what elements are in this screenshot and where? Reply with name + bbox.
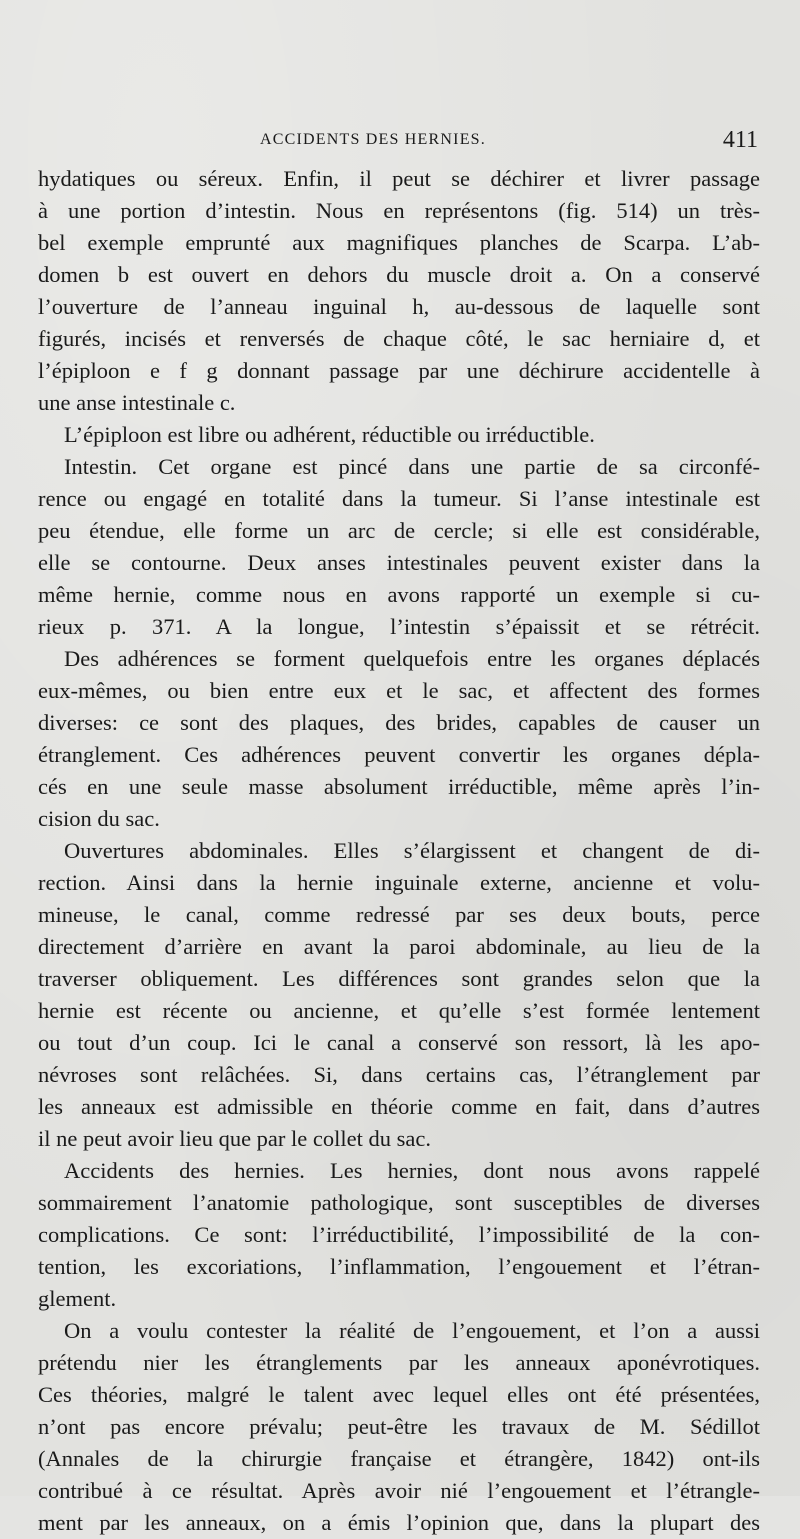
running-title: ACCIDENTS DES HERNIES.	[260, 131, 486, 148]
text-line: Ouvertures abdominales. Elles s’élargissent et changent de di-	[64, 838, 760, 863]
page-number: 411	[722, 127, 758, 153]
text-line: diverses: ce sont des plaques, des brides, capables de causer un	[38, 710, 760, 735]
text-line: peu étendue, elle forme un arc de cercle; si elle est considérable,	[38, 518, 760, 543]
text-line: hydatiques ou séreux. Enfin, il peut se déchirer et livrer passage	[38, 166, 760, 191]
text-line: Accidents des hernies. Les hernies, dont nous avons rappelé	[64, 1158, 760, 1183]
text-line: hernie est récente ou ancienne, et qu’elle s’est formée lentement	[38, 998, 760, 1023]
text-line: eux-mêmes, ou bien entre eux et le sac, et affectent des formes	[38, 678, 760, 703]
text-line: ou tout d’un coup. Ici le canal a conservé son ressort, là les apo-	[38, 1030, 760, 1055]
text-line: rection. Ainsi dans la hernie inguinale externe, ancienne et volu-	[38, 870, 760, 895]
text-line: Ces théories, malgré le talent avec lequel elles ont été présentées,	[38, 1382, 760, 1407]
text-line: glement.	[38, 1286, 117, 1311]
text-line: directement d’arrière en avant la paroi abdominale, au lieu de la	[38, 934, 760, 959]
text-line: L’épiploon est libre ou adhérent, réductible ou irréductible.	[64, 422, 595, 447]
text-line: l’épiploon e f g donnant passage par une déchirure accidentelle à	[38, 358, 760, 383]
text-line: domen b est ouvert en dehors du muscle droit a. On a conservé	[38, 262, 760, 287]
text-line: une anse intestinale c.	[38, 390, 236, 415]
text-line: contribué à ce résultat. Après avoir nié l’engouement et l’étrangle-	[38, 1478, 760, 1503]
text-line: Des adhérences se forment quelquefois entre les organes déplacés	[64, 646, 760, 671]
text-line: étranglement. Ces adhérences peuvent convertir les organes dépla-	[38, 742, 760, 767]
text-line: Intestin. Cet organe est pincé dans une partie de sa circonfé-	[64, 454, 760, 479]
running-head	[38, 127, 760, 153]
text-line: ment par les anneaux, on a émis l’opinion que, dans la plupart des	[38, 1510, 760, 1535]
text-line: figurés, incisés et renversés de chaque côté, le sac herniaire d, et	[38, 326, 760, 351]
text-line: névroses sont relâchées. Si, dans certains cas, l’étranglement par	[38, 1062, 760, 1087]
text-line: mineuse, le canal, comme redressé par ses deux bouts, perce	[38, 902, 760, 927]
text-line: cés en une seule masse absolument irréductible, même après l’in-	[38, 774, 760, 799]
text-line: complications. Ce sont: l’irréductibilité, l’impossibilité de la con-	[38, 1222, 760, 1247]
text-line: prétendu nier les étranglements par les anneaux aponévrotiques.	[38, 1350, 760, 1375]
text-line: à une portion d’intestin. Nous en représentons (fig. 514) un très-	[38, 198, 760, 223]
text-line: elle se contourne. Deux anses intestinales peuvent exister dans la	[38, 550, 760, 575]
text-line: rence ou engagé en totalité dans la tumeur. Si l’anse intestinale est	[38, 486, 760, 511]
text-line: On a voulu contester la réalité de l’engouement, et l’on a aussi	[64, 1318, 760, 1343]
text-line: rieux p. 371. A la longue, l’intestin s’épaissit et se rétrécit.	[38, 614, 760, 639]
text-line: sommairement l’anatomie pathologique, sont susceptibles de diverses	[38, 1190, 760, 1215]
text-line: bel exemple emprunté aux magnifiques planches de Scarpa. L’ab-	[38, 230, 760, 255]
text-line: les anneaux est admissible en théorie comme en fait, dans d’autres	[38, 1094, 760, 1119]
text-line: il ne peut avoir lieu que par le collet du sac.	[38, 1126, 431, 1151]
text-line: l’ouverture de l’anneau inguinal h, au-dessous de laquelle sont	[38, 294, 760, 319]
text-line: tention, les excoriations, l’inflammation, l’engouement et l’étran-	[38, 1254, 760, 1279]
text-line: (Annales de la chirurgie française et étrangère, 1842) ont-ils	[38, 1446, 760, 1471]
text-line: même hernie, comme nous en avons rapporté un exemple si cu-	[38, 582, 760, 607]
text-line: cision du sac.	[38, 806, 160, 831]
text-line: traverser obliquement. Les différences sont grandes selon que la	[38, 966, 760, 991]
text-line: n’ont pas encore prévalu; peut-être les travaux de M. Sédillot	[38, 1414, 760, 1439]
text-body	[38, 163, 760, 1539]
